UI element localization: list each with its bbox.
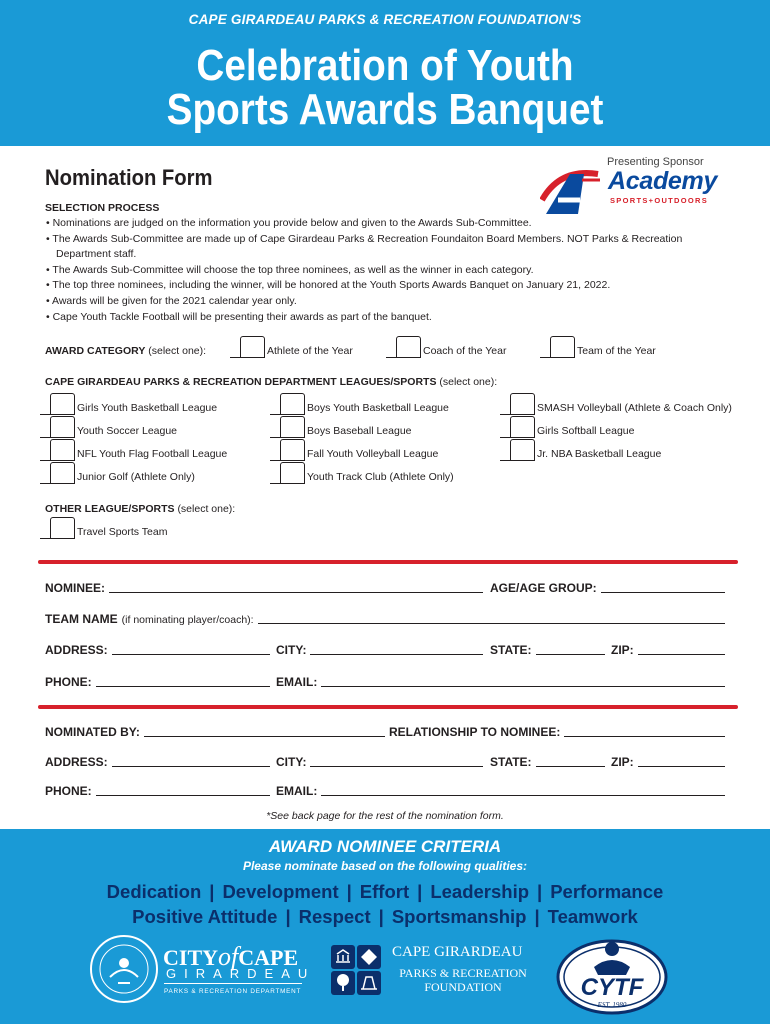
field-label: AGE/AGE GROUP: [490,581,597,595]
quality-item: Leadership [430,881,530,902]
age-group-input-line[interactable] [601,592,725,593]
checkbox-box[interactable] [510,439,535,461]
checkbox-label: Youth Track Club (Athlete Only) [307,471,454,483]
other-league-title: OTHER LEAGUE/SPORTS [45,503,175,515]
checkbox-team-of-the-year[interactable] [540,336,656,358]
nominator-phone-field[interactable] [45,784,270,798]
state-input-line[interactable] [536,654,605,655]
relationship-field[interactable] [389,725,725,739]
separator: | [346,881,352,902]
quality-item: Positive Attitude [132,906,278,927]
quality-item: Sportsmanship [391,906,527,927]
email-input-line[interactable] [321,795,725,796]
quality-item: Dedication [106,881,202,902]
section-divider [38,560,738,564]
state-input-line[interactable] [536,766,605,767]
city-logo-girardeau: GIRARDEAU [166,966,316,981]
email-field[interactable] [276,675,725,689]
nominator-zip-field[interactable] [611,755,725,769]
cytf-logo-icon [554,935,670,1015]
team-name-field[interactable] [45,612,725,626]
nominated-by-field[interactable] [45,725,385,739]
checkbox-league[interactable] [40,462,195,484]
field-label: RELATIONSHIP TO NOMINEE: [389,725,561,739]
checkbox-label: Boys Youth Basketball League [307,402,449,414]
sponsor-tagline: SPORTS+OUTDOORS [610,196,709,205]
city-input-line[interactable] [310,654,483,655]
field-label: STATE: [490,643,532,657]
foundation-line-3: FOUNDATION [424,980,502,994]
quality-item: Effort [359,881,410,902]
checkbox-box[interactable] [510,393,535,415]
field-label: PHONE: [45,675,92,689]
nominee-input-line[interactable] [109,592,483,593]
address-field[interactable] [45,643,270,657]
team-name-input-line[interactable] [258,623,725,624]
criteria-subtitle: Please nominate based on the following qualities: [242,859,528,873]
nominator-city-field[interactable] [276,755,483,769]
checkbox-league[interactable] [270,416,412,438]
field-label: NOMINEE: [45,581,105,595]
sponsor-name: Academy [608,167,718,195]
form-heading: Nomination Form [45,165,213,190]
field-label: CITY: [276,643,307,657]
checkbox-label: Fall Youth Volleyball League [307,448,439,460]
field-label: EMAIL: [276,784,318,798]
checkbox-label: Travel Sports Team [77,526,168,538]
field-label: EMAIL: [276,675,318,689]
nominator-email-field[interactable] [276,784,725,798]
header-banner [0,0,770,146]
checkbox-box[interactable] [510,416,535,438]
phone-input-line[interactable] [96,795,270,796]
separator: | [378,906,384,927]
foundation-subtitle [392,966,534,994]
selection-process-list [45,216,715,325]
checkbox-league[interactable] [270,462,454,484]
separator: | [209,881,215,902]
checkbox-box[interactable] [280,462,305,484]
field-label: CITY: [276,755,307,769]
quality-item: Teamwork [547,906,638,927]
quality-item: Respect [298,906,371,927]
zip-input-line[interactable] [638,654,725,655]
checkbox-league[interactable] [500,393,732,415]
checkbox-box[interactable] [280,416,305,438]
list-item: • Awards will be given for the 2021 calendar year only. [45,294,715,310]
field-label: NOMINATED BY: [45,725,140,739]
sponsor-label: Presenting Sponsor [607,156,704,168]
quality-item: Development [222,881,339,902]
checkbox-coach-of-the-year[interactable] [386,336,506,358]
other-league-note: (select one): [177,503,236,515]
quality-item: Performance [550,881,664,902]
nominee-field[interactable] [45,581,483,595]
address-input-line[interactable] [112,766,270,767]
checkbox-label: Athlete of the Year [267,345,353,357]
checkbox-box[interactable] [50,416,75,438]
section-divider [38,705,738,709]
checkbox-label: Junior Golf (Athlete Only) [77,471,195,483]
cytf-est: EST. 1980 [597,1001,627,1009]
checkbox-box[interactable] [50,393,75,415]
checkbox-label: Team of the Year [577,345,656,357]
field-note: (if nominating player/coach): [121,614,254,626]
separator: | [534,906,540,927]
field-label: ADDRESS: [45,643,108,657]
field-label: ADDRESS: [45,755,108,769]
other-league-label [45,503,235,515]
header-kicker: CAPE GIRARDEAU PARKS & RECREATION FOUNDATION'S [188,12,582,27]
field-label: ZIP: [611,755,634,769]
checkbox-box[interactable] [396,336,421,358]
checkbox-league[interactable] [40,416,177,438]
checkbox-box[interactable] [50,462,75,484]
city-logo-cape: CAPE [238,945,299,970]
selection-process-heading: SELECTION PROCESS [45,202,160,214]
page-title-line-2: Sports Awards Banquet [166,85,604,134]
checkbox-box[interactable] [280,393,305,415]
checkbox-label: Jr. NBA Basketball League [537,448,662,460]
field-label: ZIP: [611,643,634,657]
checkbox-league[interactable] [270,393,449,415]
checkbox-label: Girls Softball League [537,425,635,437]
foundation-name: CAPE GIRARDEAU [392,944,523,960]
checkbox-box[interactable] [550,336,575,358]
city-logo-rule [164,983,302,984]
city-seal-icon [88,933,160,1005]
city-logo-department: PARKS & RECREATION DEPARTMENT [164,988,302,995]
award-category-note: (select one): [148,345,207,357]
city-logo-of: of [218,942,239,971]
nominated-by-input-line[interactable] [144,736,385,737]
list-item: • Cape Youth Tackle Football will be presenting their awards as part of the banquet. [45,310,715,326]
leagues-label [45,376,497,388]
checkbox-box[interactable] [50,439,75,461]
qualities-row-2 [0,906,770,928]
checkbox-league[interactable] [500,439,661,461]
leagues-title: CAPE GIRARDEAU PARKS & RECREATION DEPARTMENT LEAGUES/SPORTS [45,376,437,388]
foundation-icons [330,944,382,996]
checkbox-league[interactable] [270,439,438,461]
phone-field[interactable] [45,675,270,689]
checkbox-box[interactable] [240,336,265,358]
field-label: TEAM NAME [45,612,118,626]
zip-field[interactable] [611,643,725,657]
nominator-state-field[interactable] [490,755,605,769]
zip-input-line[interactable] [638,766,725,767]
phone-input-line[interactable] [96,686,270,687]
checkbox-league[interactable] [40,393,217,415]
award-category-title: AWARD CATEGORY [45,345,146,357]
email-input-line[interactable] [321,686,725,687]
criteria-title: AWARD NOMINEE CRITERIA [268,837,502,856]
state-field[interactable] [490,643,605,657]
list-item: • The Awards Sub-Committee will choose the top three nominees, as well as the winner in each category. [45,263,715,279]
checkbox-travel-sports-team[interactable] [40,517,167,539]
award-category-label [45,345,206,357]
checkbox-label: Girls Youth Basketball League [77,402,218,414]
separator: | [285,906,291,927]
age-group-field[interactable] [490,581,725,595]
checkbox-label: Boys Baseball League [307,425,412,437]
checkbox-label: Coach of the Year [423,345,507,357]
checkbox-box[interactable] [280,439,305,461]
city-field[interactable] [276,643,483,657]
address-input-line[interactable] [112,654,270,655]
leagues-note: (select one): [439,376,498,388]
checkbox-league[interactable] [40,439,227,461]
cytf-text: CYTF [580,974,644,1001]
checkbox-label: NFL Youth Flag Football League [77,448,228,460]
city-input-line[interactable] [310,766,483,767]
city-logo-city: CITY [163,945,219,970]
checkbox-athlete-of-the-year[interactable] [230,336,353,358]
separator: | [537,881,543,902]
separator: | [417,881,423,902]
field-label: STATE: [490,755,532,769]
list-item: • Nominations are judged on the information you provide below and given to the Awards Sub-Committee. [45,216,715,232]
list-item: • The top three nominees, including the winner, will be honored at the Youth Sports Awards Banquet on January 21, 2022. [45,278,715,294]
checkbox-label: Youth Soccer League [77,425,178,437]
relationship-input-line[interactable] [564,736,725,737]
list-item: • The Awards Sub-Committee are made up of Cape Girardeau Parks & Recreation Foundaiton Board Members. NOT Parks & Recreation Department staff. [45,232,715,263]
checkbox-league[interactable] [500,416,634,438]
back-page-footnote: *See back page for the rest of the nomination form. [266,810,504,822]
checkbox-box[interactable] [50,517,75,539]
page-title-line-1: Celebration of Youth [196,41,574,90]
nominator-address-field[interactable] [45,755,270,769]
foundation-line-2: PARKS & RECREATION [399,966,527,980]
checkbox-label: SMASH Volleyball (Athlete & Coach Only) [537,402,732,414]
field-label: PHONE: [45,784,92,798]
qualities-row-1 [0,881,770,903]
